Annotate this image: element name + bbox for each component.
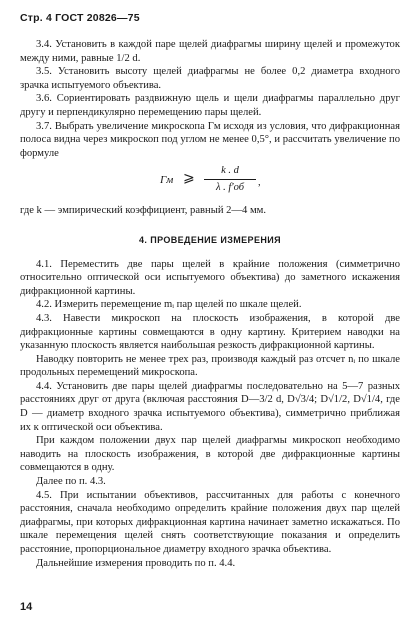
paragraph-4-5: 4.5. При испытании объективов, рассчитанных для работы с конечного расстояния, сначала необходимо определить крайние положения двух пар щелей диафрагмы, при которых дифракционная картина начинает заметно искажаться. По шкале перемещения щелей снять соответствующие показания и определить расстояние, пропорциональное диаметру входного зрачка объектива.	[20, 489, 400, 555]
formula-relation: ⩾	[183, 171, 195, 187]
paragraph-4-2: 4.2. Измерить перемещение mᵢ пар щелей по шкале щелей.	[36, 299, 302, 311]
formula-numerator: k . d	[204, 164, 256, 180]
formula-trailing: ,	[258, 177, 261, 189]
paragraph-4-4-note: При каждом положении двух пар щелей диафрагмы микроскоп необходимо наводить на плоскость изображения, в которой две дифракционные картины совмещаются в одну.	[20, 435, 400, 474]
page-number: 14	[20, 601, 33, 613]
paragraph-4-4-ref: Далее по п. 4.3.	[36, 476, 106, 488]
document-body	[20, 38, 400, 570]
formula-fraction	[204, 164, 256, 194]
paragraph-3-7: 3.7. Выбрать увеличение микроскопа Γм исходя из условия, что дифракционная полоса видна через микроскоп под углом не менее 0,5°, и рассчитать увеличение по формуле	[20, 120, 400, 159]
paragraph-4-4: 4.4. Установить две пары щелей диафрагмы последовательно на 5—7 разных расстояниях друг от друга (включая расстояния D—3/2 d, D√3/4; D√1/2, D√1/4, где D — диаметр входного зрачка испытуемого объектива), симметрично приближая их к оптической оси объектива.	[20, 380, 400, 433]
page-header: Стр. 4 ГОСТ 20826—75	[20, 12, 140, 24]
formula-denominator: λ . f′об	[215, 181, 245, 193]
paragraph-4-5-ref: Дальнейшие измерения проводить по п. 4.4.	[36, 557, 236, 569]
section-title: 4. ПРОВЕДЕНИЕ ИЗМЕРЕНИЯ	[139, 234, 281, 245]
formula-note: где k — эмпирический коэффициент, равный 2—4 мм.	[20, 205, 267, 217]
paragraph-4-1: 4.1. Переместить две пары щелей в крайние положения (симметрично относительно оптической оси испытуемого объектива) до заметного искажения дифракционной картины.	[20, 258, 400, 297]
paragraph-3-5: 3.5. Установить высоту щелей диафрагмы не более 0,2 диаметра входного зрачка испытуемого объектива.	[20, 66, 400, 91]
paragraph-4-3: 4.3. Навести микроскоп на плоскость изображения, в которой две дифракционные картины совмещаются в одну картину. Критерием наводки на указанную плоскость является наибольшая резкость дифракционной картины.	[20, 312, 400, 352]
formula-lhs: Γм	[160, 174, 174, 187]
paragraph-3-4: 3.4. Установить в каждой паре щелей диафрагмы ширину щелей и промежуток между ними, равные 1/2 d.	[20, 39, 400, 64]
magnification-formula	[20, 164, 400, 200]
paragraph-4-3-note: Наводку повторить не менее трех раз, производя каждый раз отсчет nᵢ по шкале продольных перемещений микроскопа.	[20, 353, 400, 379]
paragraph-3-6: 3.6. Сориентировать раздвижную щель и щели диафрагмы параллельно друг другу и перпендикулярно перемещению пары щелей.	[20, 93, 400, 118]
